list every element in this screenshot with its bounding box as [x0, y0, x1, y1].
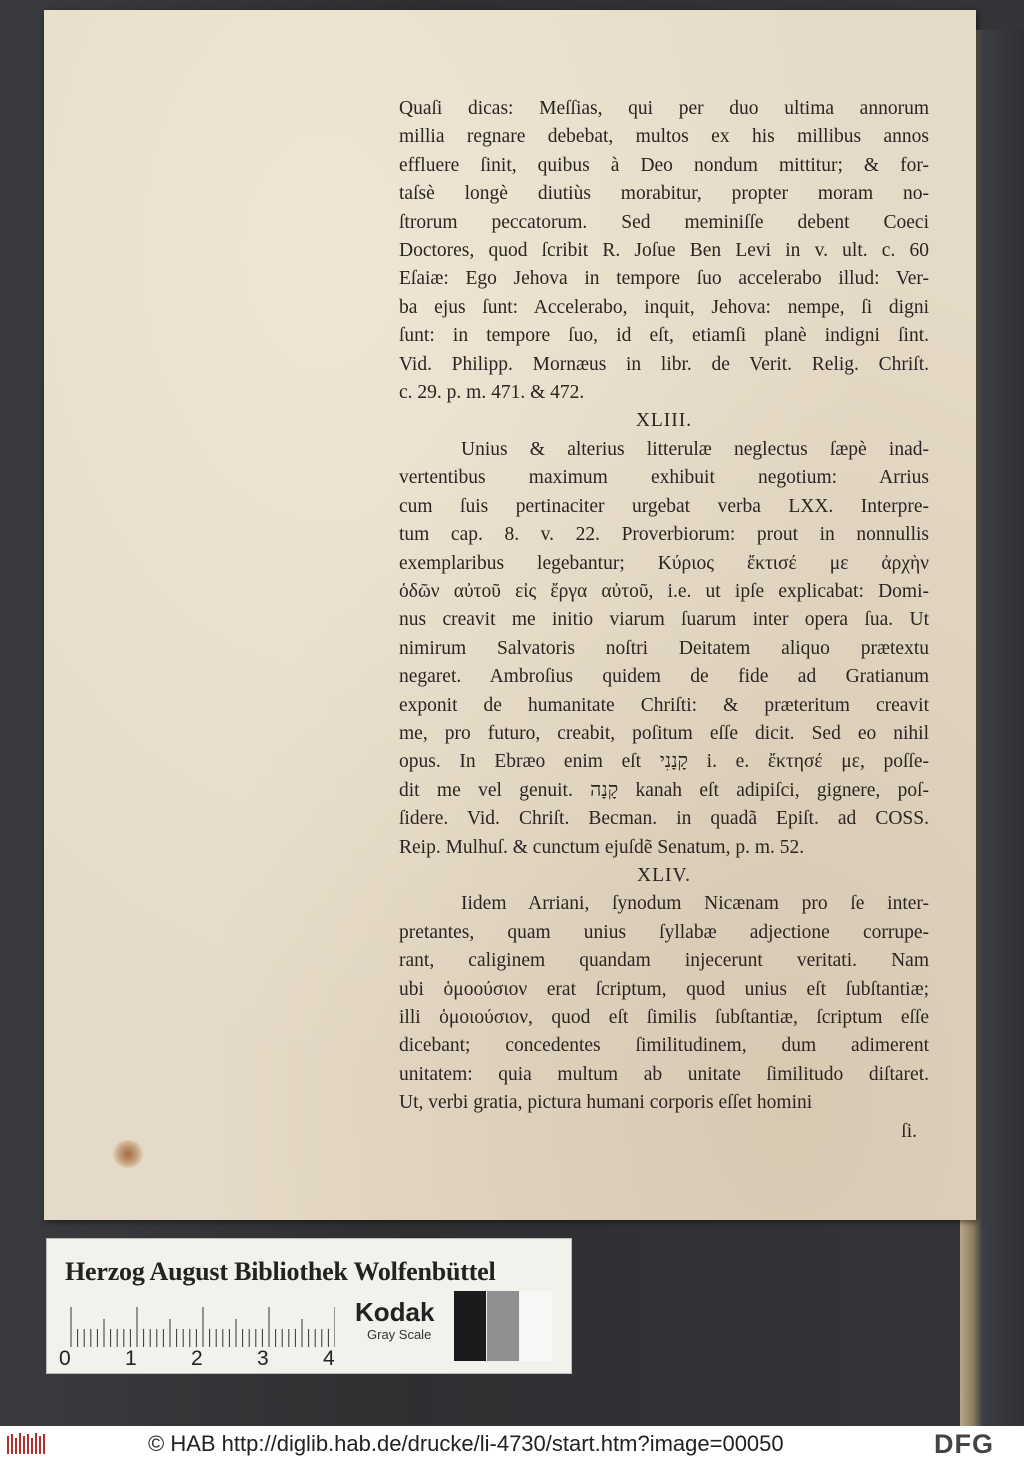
text-line: ὁδῶν αὐτοῦ εἰς ἔργα αὐτοῦ, i.e. ut ipſe explicabat: Domi- [399, 580, 929, 602]
text-line: unitatem: quia multum ab unitate ſimilitudo diſtaret. [399, 1063, 929, 1085]
text-line: ubi ὁμοούσιον erat ſcriptum, quod unius eſt ſubſtantiæ; [399, 978, 929, 1000]
ruler-number: 0 [59, 1347, 71, 1370]
text-line: Doctores, quod ſcribit R. Joſue Ben Levi in v. ult. c. 60 [399, 240, 929, 262]
text-line: taſsè longè diutiùs morabitur, propter moram no- [399, 183, 929, 205]
text-line: Unius & alterius litterulæ neglectus ſæpè inad- [461, 438, 929, 460]
gray-swatch-light [520, 1291, 552, 1361]
text-line: c. 29. p. m. 471. & 472. [399, 382, 585, 404]
ruler-numbers [59, 1347, 359, 1371]
text-line: exponit de humanitate Chriſti: & præteritum creavit [399, 694, 929, 716]
text-line: dicebant; concedentes ſimilitudinem, dum adimerent [399, 1035, 929, 1057]
page-text [399, 95, 929, 1146]
text-line: opus. In Ebræo enim eſt קָנָנִי i. e. ἔκτησέ με, poſſe- [399, 751, 929, 773]
text-line: Quaſi dicas: Meſſias, qui per duo ultima annorum [399, 98, 929, 119]
text-line: illi ὁμοιούσιον, quod eſt ſimilis ſubſtantiæ, ſcriptum eſſe [399, 1007, 929, 1028]
foxing-stain [112, 1140, 144, 1168]
text-line: effluere ſinit, quibus à Deo nondum mittitur; & for- [399, 154, 929, 176]
text-line: pretantes, quam unius ſyllabæ adjectione corrupe- [399, 921, 929, 943]
footer-bar [0, 1426, 1024, 1463]
gray-swatch-dark [454, 1291, 486, 1361]
section-heading-xliii: XLIII. [635, 410, 693, 432]
book-page [44, 10, 976, 1220]
section-heading-xliv: XLIV. [637, 864, 691, 886]
text-line: negaret. Ambroſius quidem de fide ad Gratianum [399, 666, 929, 688]
text-line: Eſaiæ: Ego Jehova in tempore ſuo accelerabo illud: Ver- [399, 268, 929, 290]
library-title: Herzog August Bibliothek Wolfenbüttel [65, 1257, 496, 1286]
text-line: nus creavit me initio viarum ſuarum inter opera ſua. Ut [399, 609, 929, 631]
text-line: vertentibus maximum exhibuit negotium: Arrius [399, 467, 929, 489]
text-line: tum cap. 8. v. 22. Proverbiorum: prout in nonnullis [399, 524, 929, 546]
ruler-number: 1 [125, 1347, 137, 1370]
ruler-number: 3 [257, 1347, 269, 1370]
text-line: nimirum Salvatoris noſtri Deitatem aliquo prætextu [399, 637, 929, 659]
text-line: ba ejus ſunt: Accelerabo, inquit, Jehova: nempe, ſi digni [399, 296, 929, 318]
text-line: me, pro futuro, creabit, poſitum eſſe dicit. Sed eo nihil [399, 722, 929, 744]
dfg-logo: DFG [934, 1429, 994, 1459]
ruler-number: 4 [323, 1347, 335, 1370]
gray-swatch-mid [487, 1291, 519, 1361]
grayscale-label: Gray Scale [367, 1327, 432, 1342]
ruler-number: 2 [191, 1347, 203, 1370]
text-line: ſidere. Vid. Chriſt. Becman. in quadã Epiſt. ad COSS. [399, 808, 929, 830]
text-line: rant, caliginem quandam injecerunt veritati. Nam [399, 950, 929, 972]
text-line: Vid. Philipp. Mornæus in libr. de Verit. Relig. Chriſt. [399, 353, 929, 375]
color-scale-card [46, 1238, 572, 1374]
text-line: ſunt: in tempore ſuo, id eſt, etiamſi planè indigni ſint. [399, 325, 929, 347]
text-line: Reip. Mulhuſ. & cunctum ejuſdẽ Senatum, p. m. 52. [399, 836, 805, 858]
text-line: dit me vel genuit. קָנָה kanah eſt adipiſci, gignere, poſ- [399, 779, 929, 801]
hab-logo-icon [6, 1432, 46, 1456]
copyright-url[interactable]: © HAB http://diglib.hab.de/drucke/li-4730/start.htm?image=00050 [148, 1431, 784, 1456]
text-line: millia regnare debebat, multos ex his millibus annos [399, 126, 929, 148]
text-line: ſtrorum peccatorum. Sed meminiſſe debent Coeci [399, 211, 929, 233]
text-line: Ut, verbi gratia, pictura humani corporis eſſet homini [399, 1092, 813, 1114]
ruler-ticks [65, 1307, 335, 1347]
kodak-logo: Kodak [355, 1297, 435, 1327]
paragraph-1 [399, 95, 929, 407]
text-line: cum ſuis pertinaciter urgebat verba LXX. Interpre- [399, 495, 929, 517]
paragraph-3 [399, 890, 929, 1117]
catchword: ſi. [901, 1120, 917, 1142]
text-line: exemplaribus legebantur; Κύριος ἔκτισέ με ἀρχὴν [399, 552, 929, 574]
paragraph-2 [399, 436, 929, 862]
text-line: Iidem Arriani, ſynodum Nicænam pro ſe inter- [461, 893, 929, 915]
